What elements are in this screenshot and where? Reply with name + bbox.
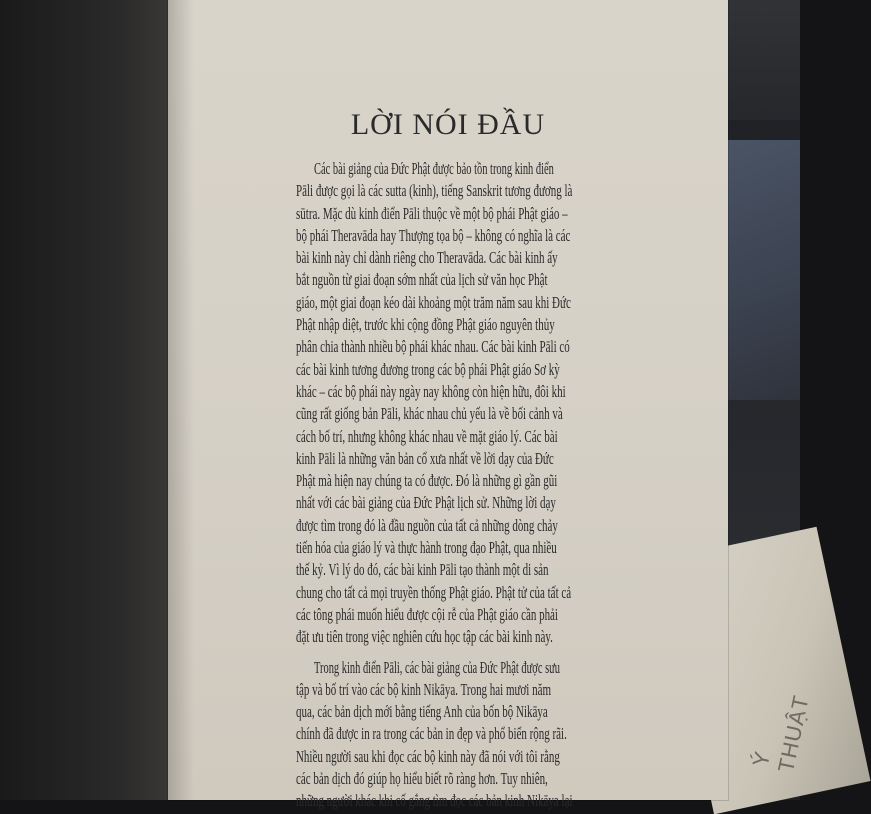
text-line: tập và bố trí vào các bộ kinh Nikāya. Trong hai mươi năm: [296, 679, 552, 699]
text-line: phân chia thành nhiều bộ phái khác nhau. Các bài kinh Pāli có: [296, 337, 570, 357]
text-line: các tông phái muốn hiểu được cội rễ của Phật giáo cần phải: [296, 604, 558, 624]
left-background: [0, 0, 170, 800]
text-line: Các bài giảng của Đức Phật được bảo tồn trong kinh điển: [314, 159, 554, 178]
page-title: LỜI NÓI ĐẦU: [350, 108, 546, 141]
paragraph-2: [168, 657, 728, 813]
text-line: cũng rất giống bản Pāli, khác nhau chủ yếu là về bối cảnh và: [296, 404, 563, 424]
text-line: tiến hóa của giáo lý và thực hành trong đạo Phật, qua nhiều: [296, 538, 557, 558]
text-line: các bản dịch đó giúp họ hiểu biết rõ ràng hơn. Tuy nhiên,: [296, 769, 548, 789]
text-line: Phật mà hiện nay chúng ta có được. Đó là những gì gần gũi: [296, 471, 558, 491]
text-line: Pāli được gọi là các sutta (kinh), tiếng Sanskrit tương đương là: [296, 181, 573, 201]
text-line: các bài kinh tương đương trong các bộ phái Phật giáo Sơ kỳ: [296, 359, 560, 379]
text-line: giáo, một giai đoạn kéo dài khoảng một trăm năm sau khi Đức: [296, 292, 571, 312]
text-line: bài kinh này chỉ dành riêng cho Theravāda. Các bài kinh ấy: [296, 248, 558, 268]
text-line: Phật nhập diệt, trước khi cộng đồng Phật giáo nguyên thủy: [296, 315, 555, 335]
text-line: những người khác khi cố gắng tìm đọc các bản kinh Nikāya lại: [296, 791, 573, 811]
paragraph-1: [168, 158, 728, 649]
text-line: bộ phái Theravāda hay Thượng tọa bộ – không có nghĩa là các: [296, 225, 571, 245]
text-line: cách bố trí, nhưng không khác nhau về mặt giáo lý. Các bài: [296, 426, 558, 446]
text-line: Nhiều người sau khi đọc các bộ kinh này đã nói với tôi rằng: [296, 746, 560, 766]
page-body: [168, 158, 728, 813]
text-line: qua, các bản dịch mới bằng tiếng Anh của bốn bộ Nikāya: [296, 702, 548, 722]
text-line: nhất với các bài giảng của Đức Phật lịch sử. Những lời dạy: [296, 493, 556, 513]
text-line: được tìm trong đó là đầu nguồn của tất cả những dòng chảy: [296, 515, 558, 535]
book-page: [168, 0, 728, 811]
background-book-title: Ý THUẬT: [747, 692, 814, 775]
text-line: sūtra. Mặc dù kinh điển Pāli thuộc về một bộ phái Phật giáo –: [296, 203, 568, 223]
text-line: đặt ưu tiên trong việc nghiên cứu học tập các bài kinh này.: [296, 627, 553, 647]
text-line: chung cho tất cả mọi truyền thống Phật giáo. Phật tử của tất cả: [296, 582, 572, 602]
text-line: thế kỷ. Vì lý do đó, các bài kinh Pāli tạo thành một di sản: [296, 560, 549, 580]
text-line: Trong kinh điển Pāli, các bài giảng của Đức Phật được sưu: [314, 657, 561, 677]
text-line: kinh Pāli là những văn bản cổ xưa nhất về lời dạy của Đức: [296, 448, 554, 468]
text-line: chính đã được in ra trong các bản in đẹp và phổ biến rộng rãi.: [296, 724, 567, 744]
text-line: bắt nguồn từ giai đoạn sớm nhất của lịch sử văn học Phật: [296, 270, 548, 290]
text-line: khác – các bộ phái này ngày nay không còn hiện hữu, đôi khi: [296, 381, 566, 401]
